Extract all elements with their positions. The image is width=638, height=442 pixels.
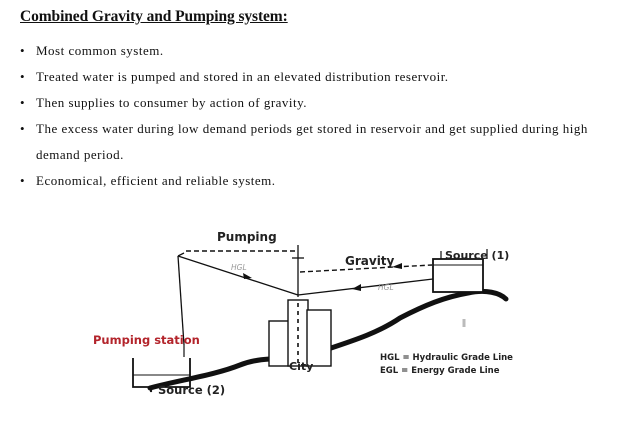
gravity-pipe [298, 279, 433, 295]
legend-egl: EGL = Energy Grade Line [380, 366, 500, 376]
bullet-text: The excess water during low demand periods get stored in reservoir and get supplied during high demand period. [36, 121, 588, 162]
bullet-text: Treated water is pumped and stored in an elevated distribution reservoir. [36, 69, 449, 84]
hgl-right-label: HGL [378, 283, 394, 292]
gravity-label: Gravity [345, 254, 395, 268]
bullet-item [20, 64, 620, 90]
hgl-left-label: HGL [231, 263, 247, 272]
bullet-item [20, 38, 620, 64]
pumping-label: Pumping [217, 230, 277, 244]
source-1-reservoir [433, 259, 483, 292]
bullet-icon: • [20, 121, 26, 136]
bullet-item [20, 168, 620, 194]
water-supply-diagram [0, 215, 638, 442]
city-label: City [289, 360, 314, 373]
bullet-icon: • [20, 173, 26, 188]
city-building-center [288, 300, 308, 366]
source-2-label: Source (2) [158, 383, 226, 397]
bullet-list [20, 38, 620, 194]
pumping-main-top [178, 253, 184, 256]
pumping-main [178, 256, 184, 345]
slide-title: Combined Gravity and Pumping system: [20, 8, 288, 25]
city-building-left [269, 321, 290, 366]
pumping-arrow-icon [243, 273, 252, 279]
pumping-station-label: Pumping station [93, 333, 200, 347]
city-building-right [307, 310, 331, 366]
source-2-marker [150, 390, 152, 392]
gravity-arrow-icon [352, 284, 361, 291]
bullet-text: Economical, efficient and reliable system. [36, 173, 276, 188]
bullet-item [20, 116, 620, 168]
bullet-icon: • [20, 95, 26, 110]
bullet-item [20, 90, 620, 116]
bullet-text: Then supplies to consumer by action of gravity. [36, 95, 308, 110]
bullet-icon: • [20, 43, 26, 58]
bullet-text: Most common system. [36, 43, 164, 58]
pump-to-city-pipe [178, 256, 298, 295]
bullet-icon: • [20, 69, 26, 84]
legend-hgl: HGL = Hydraulic Grade Line [380, 353, 513, 363]
source-1-label: Source (1) [445, 249, 510, 262]
